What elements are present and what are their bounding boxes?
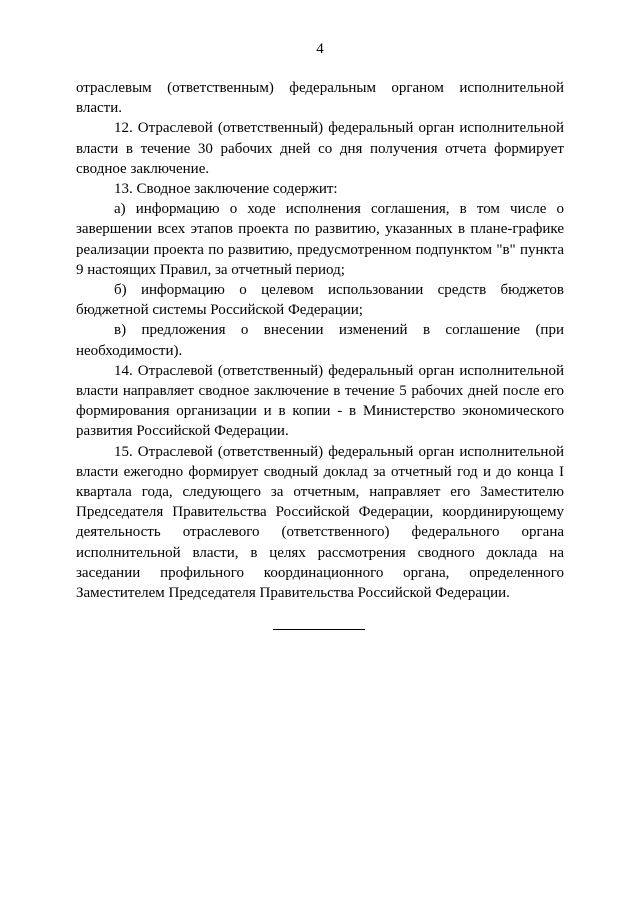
paragraph-12: 12. Отраслевой (ответственный) федеральный орган исполнительной власти в течение 30 рабочих дней со дня получения отчета формирует сводное заключение.: [76, 120, 564, 177]
paragraph-14: 14. Отраслевой (ответственный) федеральный орган исполнительной власти направляет сводное заключение в течение 5 рабочих дней после его формирования организации и в копии - в Министерство экономического развития Российской Федерации.: [76, 362, 564, 440]
paragraph-13-b: б) информацию о целевом использовании средств бюджетов бюджетной системы Российской Федерации;: [76, 282, 564, 319]
page-number: 4: [316, 41, 324, 57]
paragraph-15: 15. Отраслевой (ответственный) федеральный орган исполнительной власти ежегодно формирует сводный доклад за отчетный год и до конца I квартала года, следующего за отчетным, направляет его Заместителю Председателя Правительства Российской Федерации, координирующему деятельность отраслевого (ответственного) федерального органа исполнительной власти, в целях рассмотрения сводного доклада на заседании профильного координационного органа, определенного Заместителем Председателя Правительства Российской Федерации.: [76, 443, 564, 602]
paragraph-13-c: в) предложения о внесении изменений в соглашение (при необходимости).: [76, 322, 564, 359]
paragraph-continuation: отраслевым (ответственным) федеральным органом исполнительной власти.: [76, 80, 564, 117]
document-body: [76, 78, 564, 603]
paragraph-13: 13. Сводное заключение содержит:: [114, 181, 338, 198]
end-divider-line: [273, 629, 365, 630]
paragraph-13-a: а) информацию о ходе исполнения соглашения, в том числе о завершении всех этапов проекта по развитию, указанных в плане-графике реализации проекта по развитию, предусмотренном подпунктом "в" пункта 9 настоящих Правил, за отчетный период;: [76, 201, 564, 278]
